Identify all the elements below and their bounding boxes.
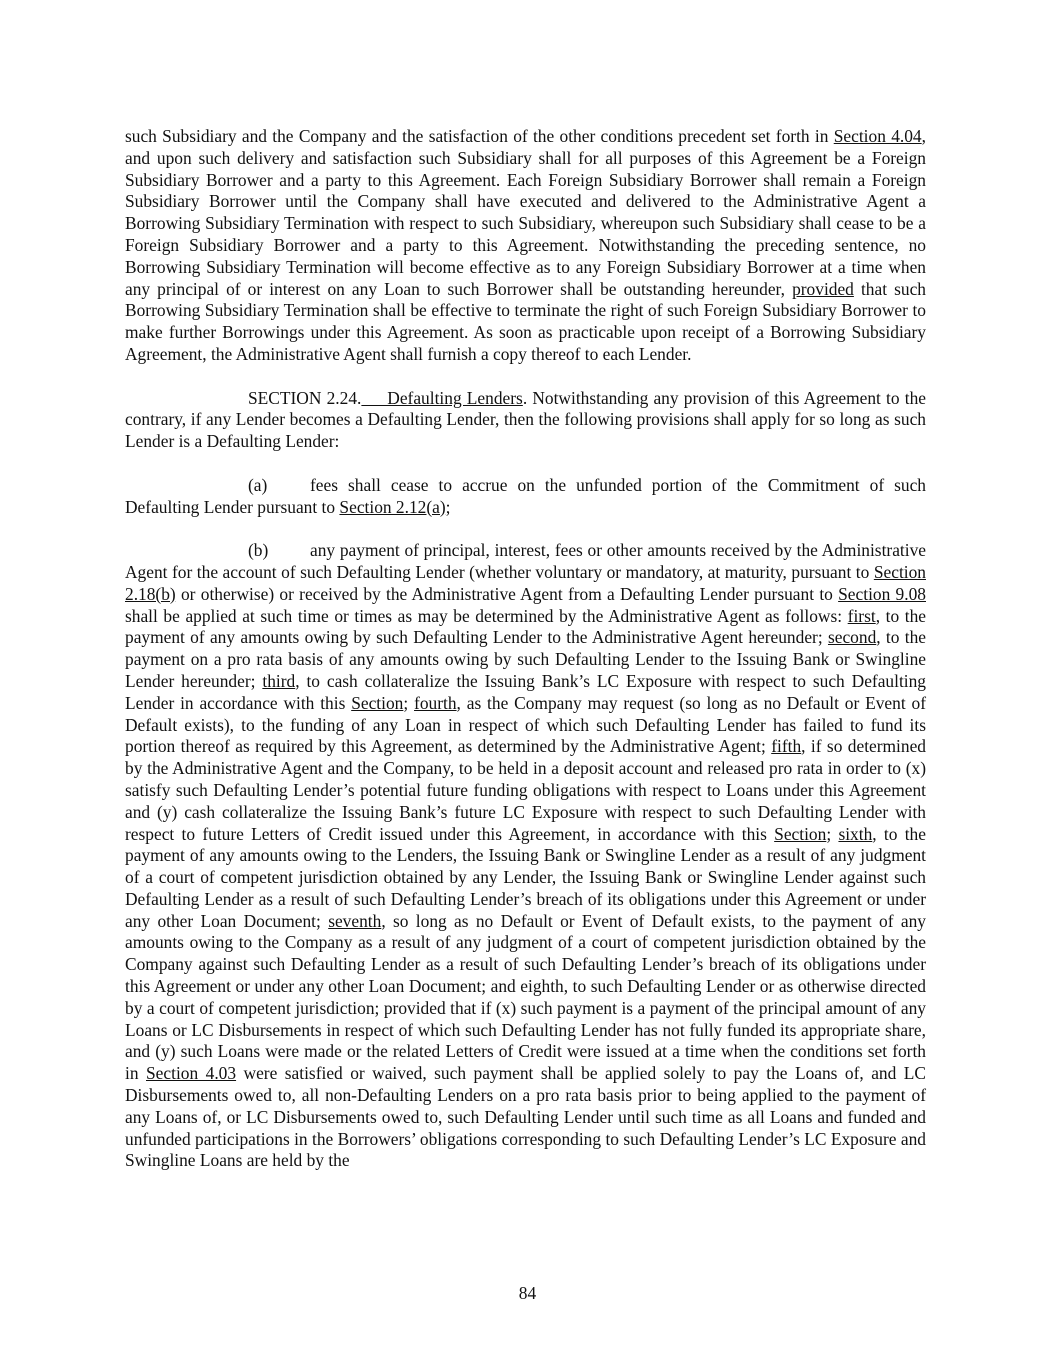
text-run: were satisfied or waived, such payment shall be applied solely to pay the Loans of, and LC Disbursements owed to, all non-Defaulting Lenders on a pro rata basis prior to being applied to the payment of any Loans of, or LC Disbursements owed to, such Defaulting Lender until such time as all Loans and funded and unfunded participations in the Borrowers’ obligations corresponding to such Defaulting Lender’s LC Exposure and Swingline Loans are held by the [125, 1063, 927, 1171]
underlined-reference: first [847, 605, 876, 626]
underlined-reference: Section [774, 823, 827, 844]
underlined-reference: sixth [838, 823, 873, 844]
paragraph [125, 126, 926, 366]
underlined-reference: Section 2.12(a) [339, 496, 446, 517]
paragraph [125, 540, 926, 1172]
text-run: , so long as no Default or Event of Default exists, to the payment of any amounts owing to the Company as a result of any judgment of a court of competent jurisdiction obtained by the Company against such Defaulting Lender as a result of such Defaulting Lender’s breach of its obligations under this Agreement or under any other Loan Document; and eighth, to such Defaulting Lender or as otherwise directed by a court of competent jurisdiction; provided that if (x) such payment is a payment of the principal amount of any Loans or LC Disbursements in respect of which such Defaulting Lender has not fully funded its appropriate share, and (y) such Loans were made or the related Letters of Credit were issued at a time when the conditions set forth in [125, 910, 926, 1084]
text-run: shall be applied at such time or times as may be determined by the Administrative Agent as follows: [125, 605, 848, 626]
text-run: , to the payment of any amounts owing by such Defaulting Lender to the Administrative Agent hereunder; [125, 605, 926, 648]
underlined-reference: Section 4.03 [146, 1063, 237, 1084]
text-run: SECTION 2.24. [248, 387, 362, 408]
text-run: , to the payment of any amounts owing to the Lenders, the Issuing Bank or Swingline Lender as a result of any judgment of a court of competent jurisdiction obtained by any Lender, the Issuing Bank or Swingline Lender against such Defaulting Lender as a result of such Defaulting Lender’s breach of its obligations under this Agreement or under any other Loan Document; [125, 823, 926, 931]
text-run: , as the Company may request (so long as no Default or Event of Default exists), to the funding of any Loan in respect of which such Defaulting Lender has failed to fund its portion thereof as required by this Agreement, as determined by the Administrative Agent; [125, 692, 926, 757]
text-run: ; [826, 823, 839, 844]
paragraph [125, 475, 926, 519]
underlined-reference: Section 9.08 [838, 583, 926, 604]
text-run: , to cash collateralize the Issuing Bank’s LC Exposure with respect to such Defaulting Lender in accordance with this [125, 670, 926, 713]
paragraph [125, 388, 926, 453]
text-run: . Notwithstanding any provision of this Agreement to the contrary, if any Lender becomes a Defaulting Lender, then the following provisions shall apply for so long as such Lender is a Defaulting Lender: [125, 387, 926, 452]
text-run: such Subsidiary and the Company and the satisfaction of the other conditions precedent set forth in [125, 126, 834, 146]
underlined-reference: Defaulting Lenders [361, 387, 523, 408]
text-run: , to the payment on a pro rata basis of any amounts owing by such Defaulting Lender to the Issuing Bank or Swingline Lender hereunder; [125, 627, 926, 691]
text-run: , if so determined by the Administrative Agent and the Company, to be held in a deposit account and released pro rata in order to (x) satisfy such Defaulting Lender’s potential future funding obligations with respect to Loans under this Agreement and (y) cash collateralize the Issuing Bank’s future LC Exposure with respect to such Defaulting Lender with respect to future Letters of Credit issued under this Agreement, in accordance with this [125, 736, 926, 844]
underlined-reference: Section 2.18(b) [125, 561, 926, 604]
text-run: ; [445, 496, 451, 517]
underlined-reference: fifth [771, 736, 802, 757]
underlined-reference: Section [351, 692, 404, 713]
underlined-reference: Section 4.04 [833, 126, 922, 146]
page-number: 84 [518, 1283, 537, 1303]
clause-label: (b) [248, 540, 269, 561]
text-run: , and upon such delivery and satisfaction such Subsidiary shall for all purposes of this Agreement be a Foreign Subsidiary Borrower and a party to this Agreement. Each Foreign Subsidiary Borrower shall remain a Foreign Subsidiary Borrower until the Company shall have executed and delivered to the Administrative Agent a Borrowing Subsidiary Termination with respect to such Subsidiary, whereupon such Subsidiary shall cease to be a Foreign Subsidiary Borrower and a party to this Agreement. Notwithstanding the preceding sentence, no Borrowing Subsidiary Termination will become effective as to any Foreign Subsidiary Borrower at a time when any principal of or interest on any Loan to such Borrower shall be outstanding hereunder, [125, 126, 926, 299]
text-run: that such Borrowing Subsidiary Termination shall be effective to terminate the right of such Foreign Subsidiary Borrower to make further Borrowings under this Agreement. As soon as practicable upon receipt of a Borrowing Subsidiary Agreement, the Administrative Agent shall furnish a copy thereof to each Lender. [125, 278, 926, 364]
text-run: ; [403, 692, 415, 713]
document-body [125, 126, 926, 1194]
text-run: or otherwise) or received by the Administrative Agent from a Defaulting Lender pursuant to [175, 583, 839, 604]
underlined-reference: provided [792, 278, 854, 299]
clause-label: (a) [248, 474, 268, 495]
text-run: fees shall cease to accrue on the unfunded portion of the Commitment of such Defaulting Lender pursuant to [125, 474, 926, 517]
underlined-reference: seventh [328, 910, 382, 931]
underlined-reference: fourth [414, 692, 457, 713]
underlined-reference: second [827, 627, 877, 648]
text-run: any payment of principal, interest, fees or other amounts received by the Administrative Agent for the account of such Defaulting Lender (whether voluntary or mandatory, at maturity, pursuant to [125, 540, 926, 582]
underlined-reference: third [262, 670, 296, 691]
